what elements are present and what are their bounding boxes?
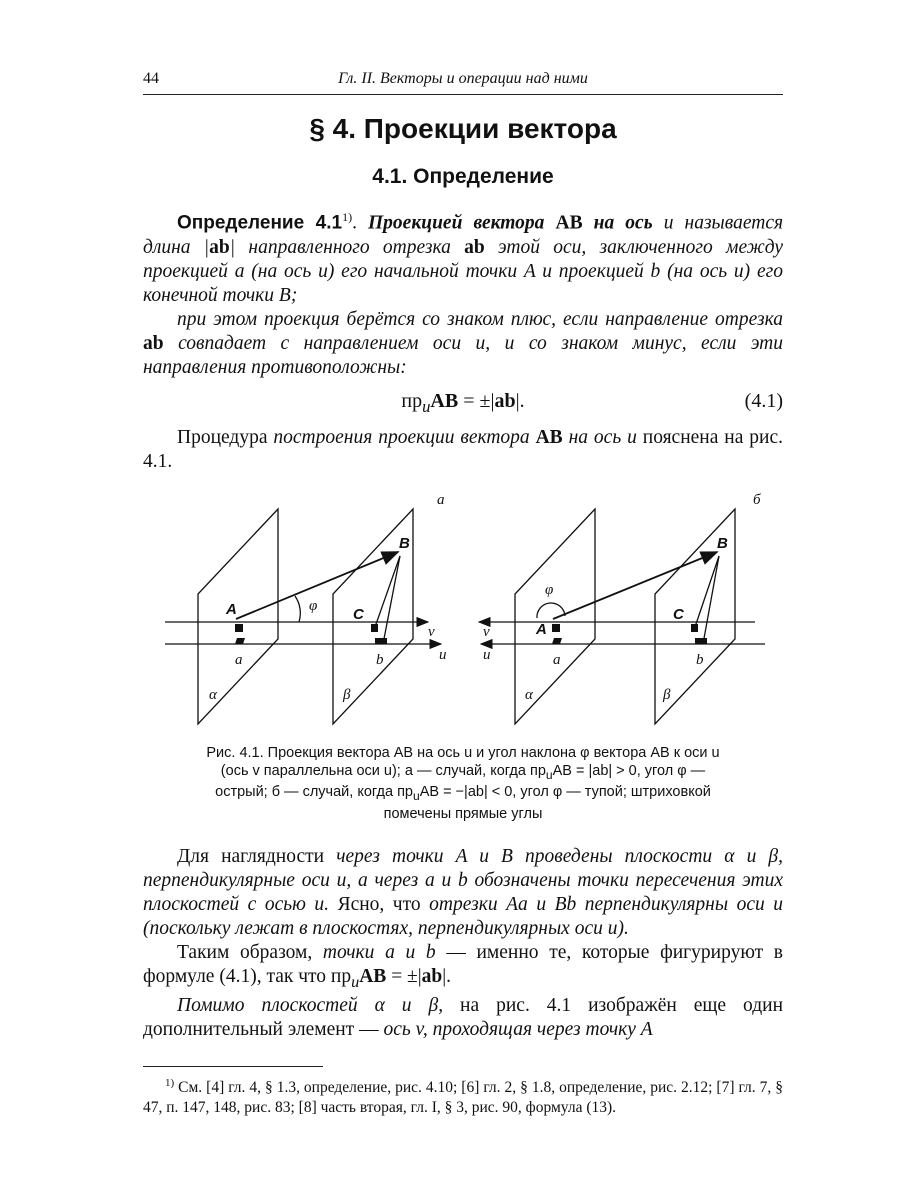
p2-AB: AB [359, 966, 387, 988]
right-angle-b1 [552, 624, 560, 632]
right-angle-a4 [375, 638, 387, 644]
label-u-b: u [483, 646, 491, 663]
segment-BC-b [695, 556, 719, 627]
label-v-b: v [483, 623, 490, 640]
label-b-b: b [696, 651, 704, 668]
label-phi-b: φ [545, 581, 554, 598]
right-angle-b3 [691, 624, 698, 632]
p2-text-3: = ±| [386, 966, 422, 988]
procedure-text-2: пояснена на рис. 4.1. [143, 426, 783, 472]
p2-sub: u [351, 973, 360, 992]
p1-text-2: Ясно, что [337, 894, 421, 916]
projection-diagram [143, 484, 783, 744]
right-angle-b4 [695, 638, 707, 644]
figure-4-1 [143, 484, 783, 744]
page-number: 44 [143, 70, 159, 87]
label-a-b: a [553, 651, 561, 668]
label-A-a: A [226, 600, 237, 618]
label-a-a: a [235, 651, 243, 668]
definition-paragraph: Определение 4.1$^{1)}$. Проекцией вектора AB на ось u называется длина |ab| направленного отрезка ab этой оси, заключенного между проекцией a (на ось u) его начальной точки A и проекцией b (на ось u) его конечной точки B; [143, 210, 784, 306]
segment-ab: ab [209, 236, 230, 258]
right-angle-a3 [371, 624, 378, 632]
label-alpha-b: α [525, 686, 533, 703]
paragraph-1 [143, 845, 783, 941]
p2-ab: ab [421, 966, 443, 988]
caption-line-2 [151, 762, 775, 784]
formula [143, 390, 783, 417]
p3-italic-1: Помимо плоскостей α и β, [177, 995, 444, 1017]
p2-text-2: — именно те, которые фигурируют в формуле (4.1), так что пр [143, 942, 784, 988]
angle-phi-a [295, 596, 300, 622]
p3-italic-2: ось v, проходящая через точку A [383, 1019, 653, 1041]
formula-eq: = ±| [458, 389, 495, 412]
segment-ab-2: ab [464, 236, 485, 258]
footnote [143, 1073, 783, 1118]
formula-4-1 [143, 388, 783, 418]
p1-text-1: Для наглядности [177, 846, 325, 868]
label-beta-a: β [343, 686, 351, 703]
caption-line-2b: AB = |ab| > 0, угол φ — [552, 762, 706, 779]
figure-caption [143, 744, 783, 824]
label-C-a: C [353, 605, 364, 623]
label-A-b: A [536, 620, 547, 638]
subsection-title: 4.1. Определение [372, 165, 554, 188]
p3-text-1: на рис. 4.1 изображён еще один дополнительный элемент — [143, 995, 784, 1041]
segment-Bb-a [383, 556, 400, 644]
label-b-a: b [376, 651, 384, 668]
caption-line-1: Рис. 4.1. Проекция вектора AB на ось u и угол наклона φ вектора AB к оси u [206, 744, 720, 761]
procedure-italic-1: построения проекции вектора [273, 426, 530, 448]
caption-line-3 [151, 783, 775, 805]
vector-AB-b [553, 552, 717, 619]
p2-italic-1: точки a и b [322, 942, 436, 964]
label-C-b: C [673, 605, 684, 623]
caption-line-3a: острый; б — случай, когда пр [215, 784, 413, 801]
label-B-b: B [717, 534, 728, 552]
right-angle-a2 [235, 638, 245, 644]
p1-italic-2: отрезки Aa и Bb перпендикулярны оси u (поскольку лежат в плоскостях, перпендикулярных оси u). [143, 894, 784, 940]
formula-sub: u [422, 396, 431, 416]
footnote-text: См. [4] гл. 4, § 1.3, определение, рис. 4.10; [6] гл. 2, § 1.8, определение, рис. 2.12; [7] гл. 7, § 47, п. 147, 148, рис. 83; [8] часть вторая, гл. I, § 3, рис. 90, формула (13). [143, 1079, 783, 1117]
segment-Bb-b [703, 556, 719, 644]
term-on-axis: на ось [593, 212, 653, 234]
procedure-paragraph [143, 426, 783, 474]
panel-label-a: а [437, 491, 445, 508]
caption-line-2-sub: u [545, 767, 553, 782]
footnote-ref: 1) [342, 210, 353, 224]
formula-ab: ab [494, 389, 516, 412]
formula-end: |. [515, 389, 525, 412]
caption-line-4: помечены прямые углы [383, 806, 543, 823]
segment-BC-a [375, 556, 400, 627]
label-alpha-a: α [209, 686, 217, 703]
p2-text-4: |. [442, 966, 452, 988]
formula-pr: пр [401, 389, 423, 412]
definition-title: Определение 4.1 [177, 212, 343, 234]
formula-AB: AB [430, 389, 459, 412]
definition-paragraph-2 [143, 308, 783, 380]
label-phi-a: φ [309, 597, 318, 614]
paragraph-3 [143, 994, 783, 1042]
caption-line-3-sub: u [413, 789, 420, 804]
label-beta-b: β [663, 686, 671, 703]
procedure-italic-2: на ось u [568, 426, 637, 448]
procedure-text-1: Процедура [177, 426, 268, 448]
procedure-AB: AB [535, 426, 563, 448]
running-title: Гл. II. Векторы и операции над ними [338, 70, 588, 87]
p1-italic-1: через точки A и B проведены плоскости α и β, перпендикулярные оси u, а через a и b обозначены точки пересечения этих плоскостей с осью u. [143, 846, 783, 916]
definition-text-4: при этом проекция берётся со знаком плюс, если направление отрезка [177, 308, 783, 330]
right-angle-a1 [235, 624, 243, 632]
section-title: § 4. Проекции вектора [309, 113, 617, 144]
paragraph-2 [143, 941, 783, 994]
running-head [143, 70, 783, 95]
panel-label-b: б [753, 491, 761, 508]
formula-number: (4.1) [744, 389, 783, 412]
term-projection: Проекцией вектора [368, 212, 545, 234]
caption-line-2a: (ось v параллельна оси u); а — случай, когда пр [220, 762, 546, 779]
vector-AB: AB [555, 212, 583, 234]
definition-text-5: совпадает с направлением оси u, и со знаком минус, если эти направления противоположны: [143, 332, 783, 378]
definition-text-1: u называется длина | [143, 212, 784, 258]
footnote-rule [143, 1066, 323, 1067]
label-B-a: B [399, 534, 410, 552]
definition-text-3: этой оси, заключенного между проекцией a (на ось u) его начальной точки A и проекцией b (на ось u) его конечной точки B; [143, 236, 784, 306]
page [143, 70, 783, 1118]
segment-ab-3: ab [143, 332, 164, 354]
p2-text-1: Таким образом, [177, 942, 313, 964]
caption-line-3b: AB = −|ab| < 0, угол φ — тупой; штриховкой [419, 784, 711, 801]
label-u-a: u [439, 646, 447, 663]
definition-text-2: | направленного отрезка [229, 236, 451, 258]
right-angle-b2 [552, 638, 562, 644]
label-v-a: v [428, 623, 435, 640]
footnote-mark: 1) [165, 1077, 175, 1090]
